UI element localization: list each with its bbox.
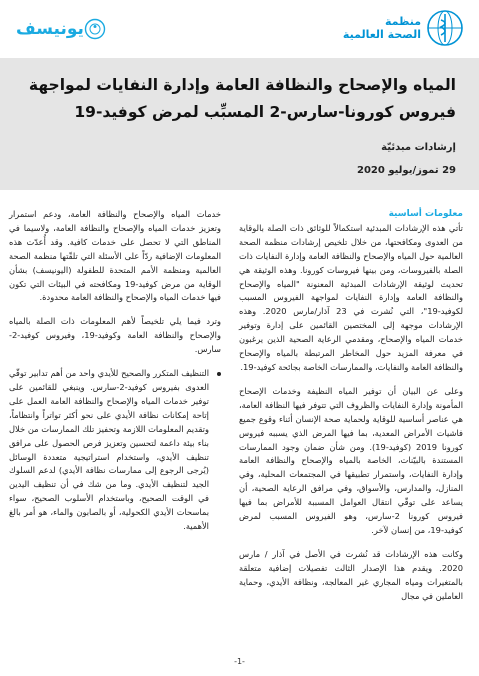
unicef-emblem-icon	[84, 18, 106, 40]
paragraph: وعلى عن البيان أن توفير المياه النظيفة وخدمات الإصحاح المأمونة وإدارة النفايات والظروف التي تتوفر فيها النظافة العامة، هي عناصر أساسية للوقاية ولحماية صحة الإنسان أثناء وقوع جميع فاشيات الأمراض المعدية، بما فيها المرض الذي يسببه فيروس كورونا 2019 (كوفيد-19). ومن شأن ضمان وجود الممارسات المستندة بالبيّنات، الخاصة بالمياه والإصحاح والنظافة العامة وإدارة النفايات، واستمرار تطبيقها في المجتمعات المحلية، وفي المنازل، والمدارس، والأسواق، وفي مرافق الرعاية الصحية، أن يساعد على توقّي انتقال العوامل المسببة للأمراض بما فيها فيروس كورونا 2-سارس، وهو الفيروس المسبب لمرض كوفيد-19، من إنسان لآخر.	[239, 385, 464, 535]
bullet-text: التنظيف المتكرر والصحيح للأيدي واحد من أهم تدابير توقّي العدوى بفيروس كوفيد-2-سارس. وينبغي للقائمين على توفير خدمات المياه والإصحاح والنظافة العامة العمل على إتاحة إمكانات نظافة الأيدي على نحو أكثر تواتراً وانتظاماً، وتقديم المعلومات اللازمة وتحفيز تلك الممارسات من خلال بناء بيئة داعمة لتحسين وتعزيز فرص الحصول على مرافق تنظيف الأيدي، واستخدام استراتيجية متعددة الوسائل (يُرجى الرجوع إلى ممارسات نظافة الأيدي) لدعم السلوك الجيد لتنظيف الأيدي. وما من شك في أن تنظيف اليدين في الوقت الصحيح، وباستخدام الأسلوب الصحيح، سواء بماسحات الأيدي الكحولية، أو بالصابون والماء، هو أمر بالغ الأهمية.	[9, 368, 209, 532]
who-logo	[343, 8, 465, 48]
document-date: 29 تموز/يوليو 2020	[357, 165, 456, 176]
paragraph: وكانت هذه الإرشادات قد نُشرت في الأصل في آذار / مارس 2020. ويقدم هذا الإصدار الثالث تفصيلات إضافية متعلقة بالمتغيرات ومياه المجاري غير المعالجة، ونظافة الأيدي، وحماية العاملين في مجال	[239, 548, 463, 601]
title-band	[0, 58, 479, 190]
document-title: المياه والإصحاح والنظافة العامة وإدارة النفايات لمواجهة فيروس كورونا-سارس-2 المسبِّب لمرض كوفيد-19	[28, 76, 456, 121]
left-column	[9, 208, 221, 534]
unicef-logo	[12, 18, 106, 40]
document-subtitle: إرشادات مبدئيّة	[381, 142, 456, 153]
paragraph: خدمات المياه والإصحاح والنظافة العامة، ودعم استمرار وتعزيز خدمات المياه والإصحاح والنظافة العامة، ولاسيما في المناطق التي لا تحصل على خدمات كافية. وقد أُعدّت هذه المعلومات الإضافية ردّاً على الأسئلة التي تلقّتها منظمة الصحة العالمية ومنظمة الأمم المتحدة للطفولة (اليونيسف) بشأن الوقاية من مرض كوفيد-19 ومكافحته في البيئات التي تكون فيها خدمات المياه والإصحاح والنظافة العامة محدودة.	[9, 209, 221, 303]
bullet-icon	[217, 372, 221, 376]
who-name-line2: الصحة العالمية	[342, 28, 421, 41]
paragraph: تأتي هذه الإرشادات المبدئية استكمالاً للوثائق ذات الصلة بالوقاية من العدوى ومكافحتها، من خلال تلخيص إرشادات منظمة الصحة العالمية حول المياه والإصحاح والنظافة العامة وإدارة النفايات ذات الصلة بالفيروسات، ومن بينها فيروسات كورونا. وهذه الوثيقة هي تحديث لوثيقة الإرشادات المبدئية المعنونة "المياه والإصحاح والنظافة العامة وإدارة النفايات لمواجهة الفيروس المسبب لكوفيد-19"، التي نُشرت في 23 آذار/مارس 2020. وهذه الإرشادات موجهة إلى المختصين القائمين على إدارة وتوفير خدمات المياه والإصحاح، ومقدمي الرعاية الصحية الذين يرغبون في معرفة المزيد حول المخاطر المرتبطة بالمياه والإصحاح والنظافة العامة والنفايات، والممارسات الخاصة بجائحة كوفيد-19.	[239, 222, 463, 372]
section-heading: معلومات أساسية	[388, 209, 463, 219]
bullet-item	[9, 367, 221, 534]
page-number: -1-	[234, 657, 245, 666]
who-name-line1: منظمة	[384, 15, 421, 28]
paragraph: وترد فيما يلي تلخيصاً لأهم المعلومات ذات الصلة بالمياه والإصحاح والنظافة العامة وكوفيد-19، وفيروس كوفيد-2-سارس.	[9, 316, 221, 355]
right-column	[239, 208, 463, 603]
unicef-wordmark: يونيسف	[16, 19, 84, 39]
page-header	[0, 0, 479, 58]
who-emblem-icon	[425, 8, 465, 48]
